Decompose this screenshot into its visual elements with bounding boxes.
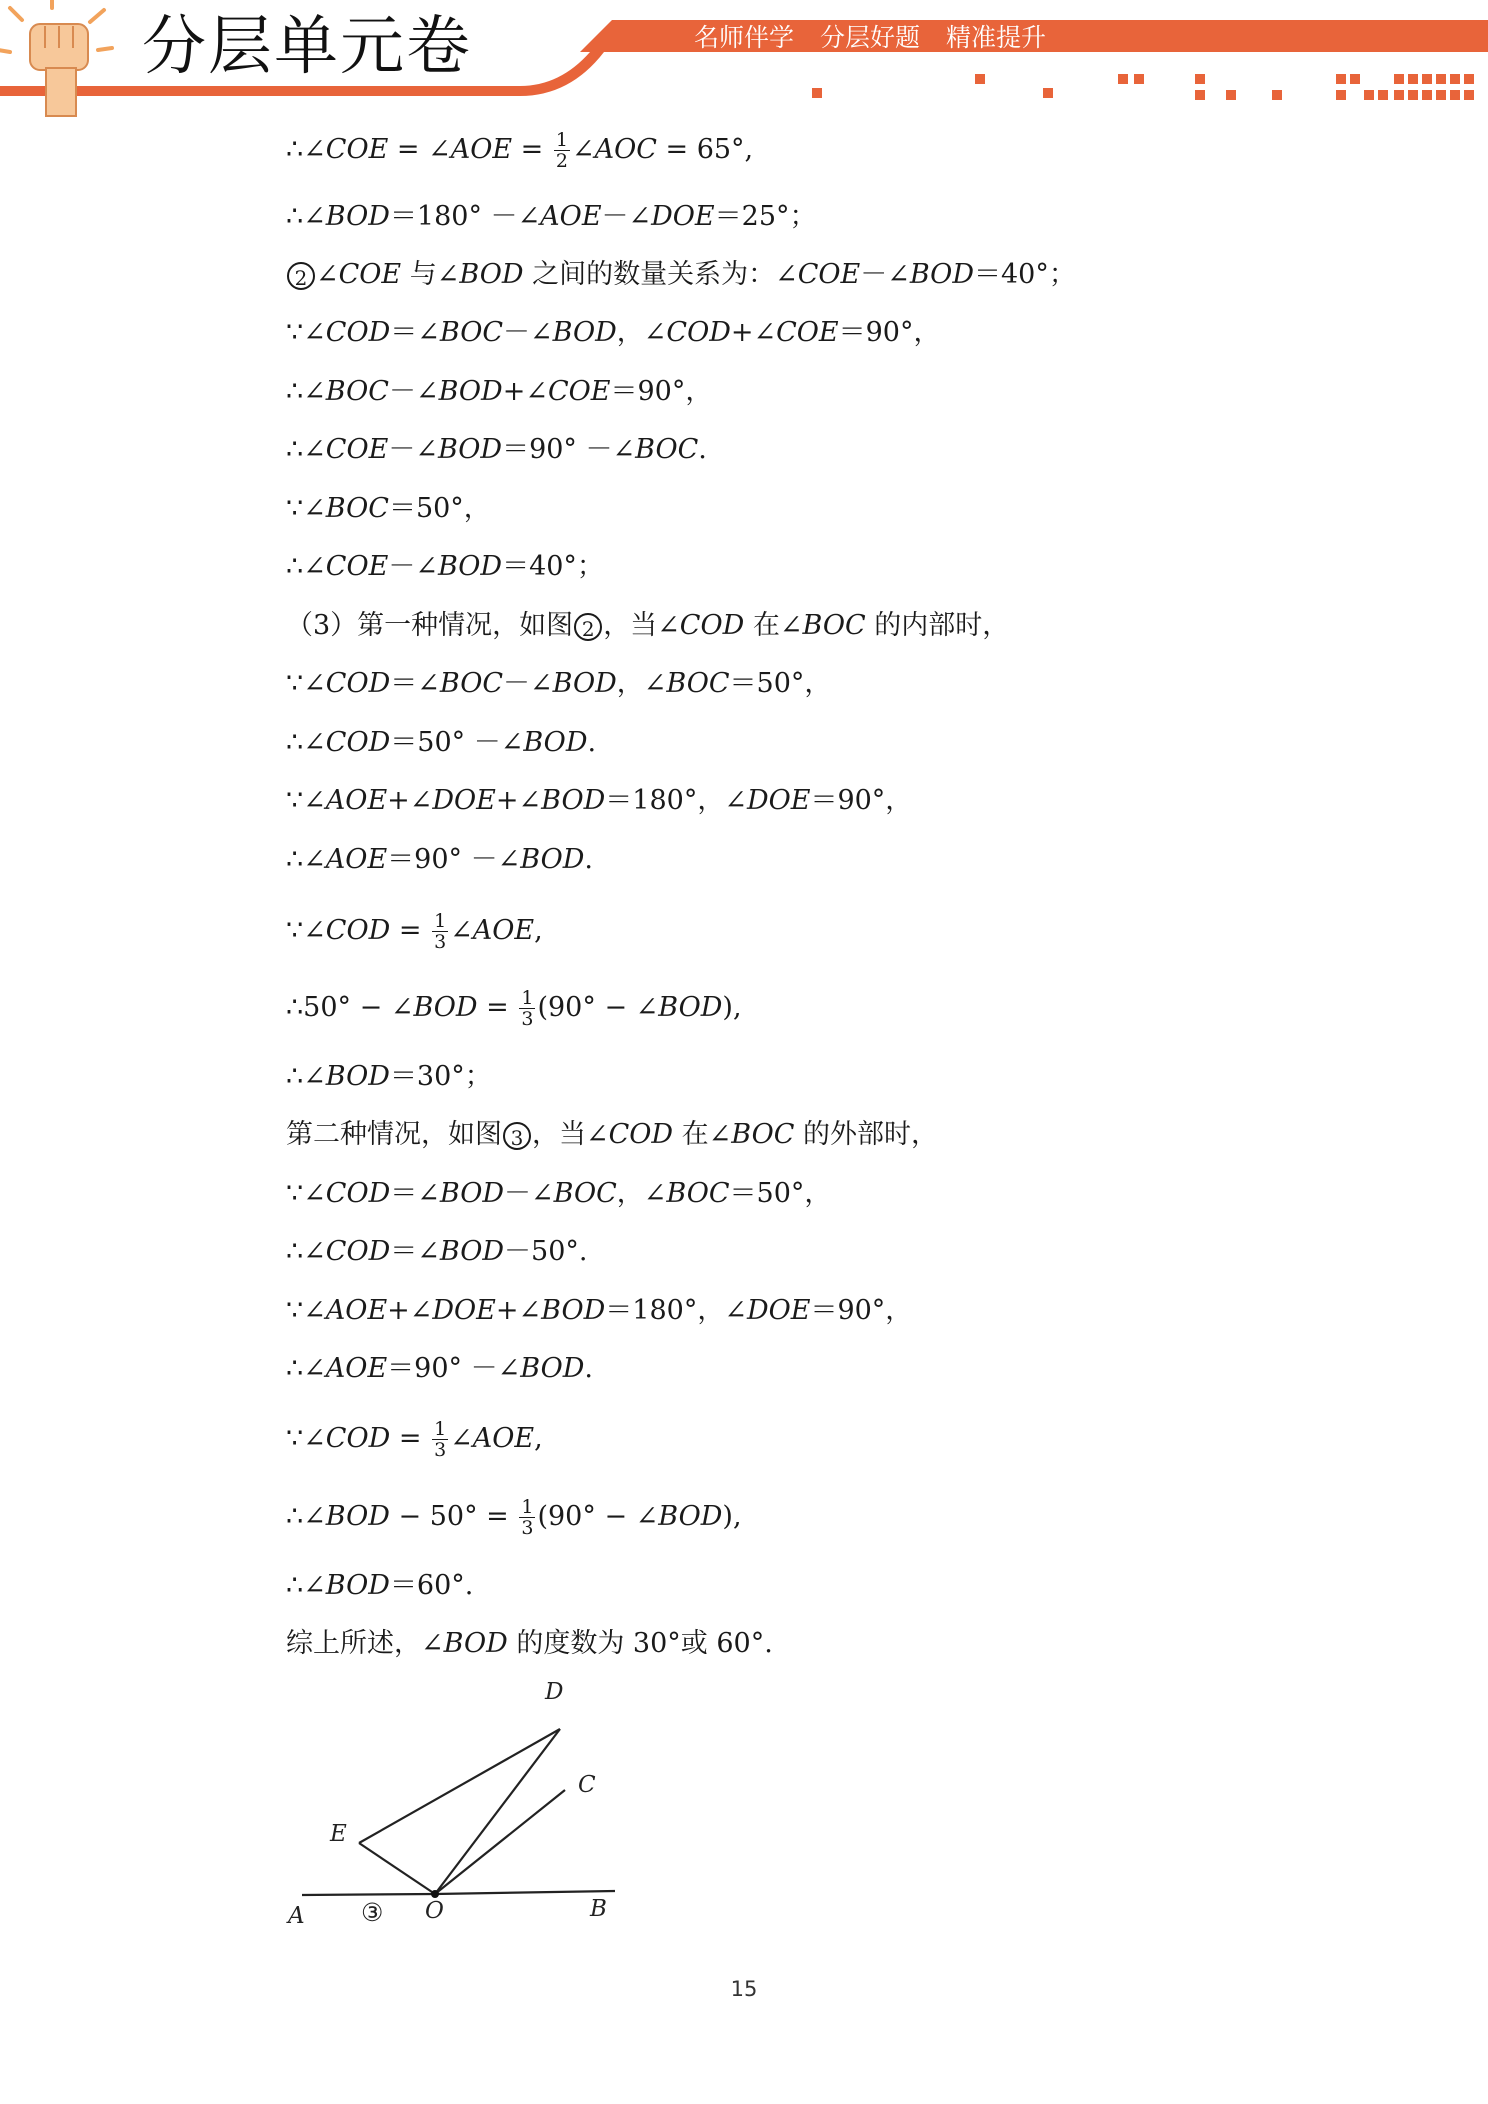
solution-line-14: ∵∠COD = $\frac{1}{3}$ ∠AOE, bbox=[286, 910, 543, 953]
label-d: D bbox=[545, 1679, 564, 1705]
fist-icon bbox=[0, 0, 112, 116]
solution-line-13: ∴∠AOE＝90° －∠BOD. bbox=[286, 844, 593, 875]
solution-line-4: ∵∠COD＝∠BOC－∠BOD，∠COD+∠COE＝90°， bbox=[286, 317, 941, 348]
solution-line-21: ∴∠AOE＝90° －∠BOD. bbox=[286, 1353, 593, 1384]
ray-oa bbox=[302, 1894, 435, 1895]
label-b: B bbox=[590, 1896, 607, 1922]
label-figure-3: ③ bbox=[361, 1898, 384, 1927]
solution-line-9: （3）第一种情况，如图 2 ，当∠COD 在∠BOC 的内部时， bbox=[286, 610, 1010, 641]
solution-line-7: ∵∠BOC＝50°， bbox=[286, 493, 491, 524]
solution-line-25: 综上所述，∠BOD 的度数为 30°或 60°. bbox=[286, 1628, 773, 1659]
solution-line-11: ∴∠COD＝50° －∠BOD. bbox=[286, 727, 597, 758]
geometry-figure-3 bbox=[280, 1675, 640, 1945]
segment-ed bbox=[359, 1729, 560, 1843]
solution-line-16: ∴∠BOD＝30°； bbox=[286, 1061, 492, 1092]
page-number: 15 bbox=[730, 1977, 758, 2001]
ray-ob bbox=[435, 1891, 615, 1894]
solution-line-20: ∵∠AOE+∠DOE+∠BOD＝180°，∠DOE＝90°， bbox=[286, 1295, 913, 1326]
solution-line-15: ∴50° − ∠BOD = $\frac{1}{3}$ (90° − ∠BOD), bbox=[286, 987, 742, 1030]
label-a: A bbox=[288, 1903, 305, 1929]
solution-line-8: ∴∠COE－∠BOD＝40°； bbox=[286, 551, 604, 582]
solution-line-24: ∴∠BOD＝60°. bbox=[286, 1570, 474, 1601]
solution-line-19: ∴∠COD＝∠BOD－50°. bbox=[286, 1236, 588, 1267]
ray-od bbox=[435, 1729, 560, 1894]
solution-line-23: ∴∠BOD − 50° = $\frac{1}{3}$ (90° − ∠BOD), bbox=[286, 1496, 742, 1539]
page-header bbox=[0, 0, 1488, 120]
solution-line-1: ∴∠COE = ∠AOE = $\frac{1}{2}$ ∠AOC = 65°, bbox=[286, 129, 754, 172]
solution-line-6: ∴∠COE－∠BOD＝90° －∠BOC. bbox=[286, 434, 707, 465]
label-o: O bbox=[425, 1898, 444, 1924]
label-e: E bbox=[330, 1821, 347, 1847]
label-c: C bbox=[578, 1772, 596, 1798]
solution-line-12: ∵∠AOE+∠DOE+∠BOD＝180°，∠DOE＝90°， bbox=[286, 785, 913, 816]
solution-line-22: ∵∠COD = $\frac{1}{3}$ ∠AOE, bbox=[286, 1418, 543, 1461]
solution-line-5: ∴∠BOC－∠BOD+∠COE＝90°， bbox=[286, 376, 713, 407]
slogan-fenceng: 分层好题 bbox=[820, 23, 921, 52]
solution-line-17: 第二种情况，如图 3 ，当∠COD 在∠BOC 的外部时， bbox=[286, 1119, 939, 1150]
solution-line-3: 2 ∠COE 与∠BOD 之间的数量关系为：∠COE－∠BOD＝40°； bbox=[286, 255, 1076, 295]
header-title: 分层单元卷 bbox=[142, 10, 472, 84]
solution-line-18: ∵∠COD＝∠BOD－∠BOC，∠BOC＝50°， bbox=[286, 1178, 832, 1209]
solution-line-2: ∴∠BOD＝180° －∠AOE－∠DOE＝25°； bbox=[286, 201, 817, 232]
solution-line-10: ∵∠COD＝∠BOC－∠BOD，∠BOC＝50°， bbox=[286, 668, 832, 699]
slogan-mingshi: 名师伴学 bbox=[694, 23, 795, 52]
point-o bbox=[431, 1890, 439, 1898]
slogan-jingzhun: 精准提升 bbox=[946, 23, 1047, 52]
ray-oc bbox=[435, 1790, 565, 1894]
ray-oe bbox=[359, 1843, 435, 1894]
